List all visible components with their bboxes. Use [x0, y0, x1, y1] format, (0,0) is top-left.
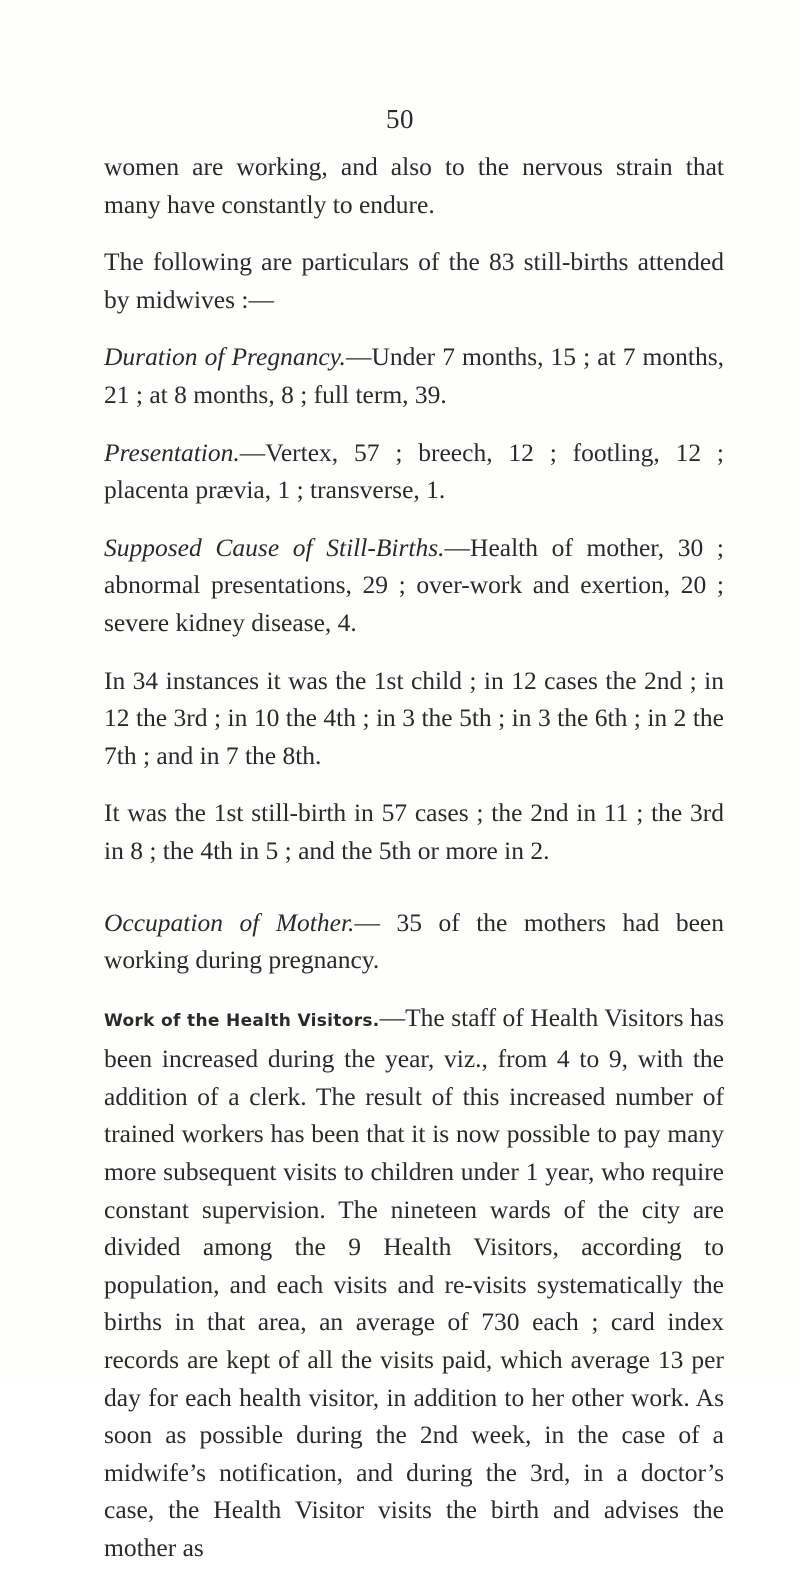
paragraph-supposed-cause — [104, 529, 724, 642]
presentation-heading: Presentation. — [104, 437, 240, 467]
page-number: 50 — [386, 104, 414, 134]
paragraph-presentation — [104, 434, 724, 509]
duration-text: —Under 7 months, 15 ; at 7 months, 21 ; at 8 months, 8 ; full term, 39. — [104, 342, 724, 409]
paragraph-still-births-intro: The following are particulars of the 83 still-births attended by midwives :— — [104, 247, 724, 314]
occupation-heading: Occupation of Mother. — [104, 907, 355, 937]
presentation-text: —Vertex, 57 ; breech, 12 ; footling, 12 ; placenta prævia, 1 ; transverse, 1. — [104, 437, 724, 505]
occupation-text: — 35 of the mothers had been working during pregnancy. — [104, 907, 724, 975]
paragraph-still-birth-order: It was the 1st still-birth in 57 cases ; the 2nd in 11 ; the 3rd in 8 ; the 4th in 5 ; and the 5th or more in 2. — [104, 798, 724, 865]
duration-heading: Duration of Pregnancy. — [104, 342, 346, 372]
supposed-cause-text: —Health of mother, 30 ; abnormal presentations, 29 ; over-work and exertion, 20 ; severe kidney disease, 4. — [104, 532, 724, 637]
paragraph-occupation-of-mother — [104, 904, 724, 979]
health-visitors-heading: Work of the Health Visitors. — [104, 1010, 380, 1031]
paragraph-nervous-strain: women are working, and also to the nervous strain that many have constantly to endure. — [104, 152, 724, 219]
body-text — [104, 148, 724, 1591]
paragraph-duration-of-pregnancy — [104, 338, 724, 413]
paragraph-health-visitors — [104, 999, 724, 1567]
supposed-cause-heading: Supposed Cause of Still-Births. — [104, 532, 445, 562]
health-visitors-text: —The staff of Health Visitors has been increased during the year, viz., from 4 to 9, with the addition of a clerk. The result of this increased number of trained workers has been that it is now possible to pay many more subsequent visits to children under 1 year, who require constant supervision. The nineteen wards of the city are divided among the 9 Health Visitors, according to population, and each visits and re-visits systematically the births in that area, an average of 730 each ; card index records are kept of all the visits paid, which average 13 per day for each health visitor, in addition to her other work. As soon as possible during the 2nd week, in the case of a midwife’s notification, and during the 3rd, in a doctor’s case, the Health Visitor visits the birth and advises the mother as — [104, 1002, 724, 1562]
paragraph-child-order: In 34 instances it was the 1st child ; in 12 cases the 2nd ; in 12 the 3rd ; in 10 the 4th ; in 3 the 5th ; in 3 the 6th ; in 2 the 7th ; and in 7 the 8th. — [104, 665, 724, 770]
